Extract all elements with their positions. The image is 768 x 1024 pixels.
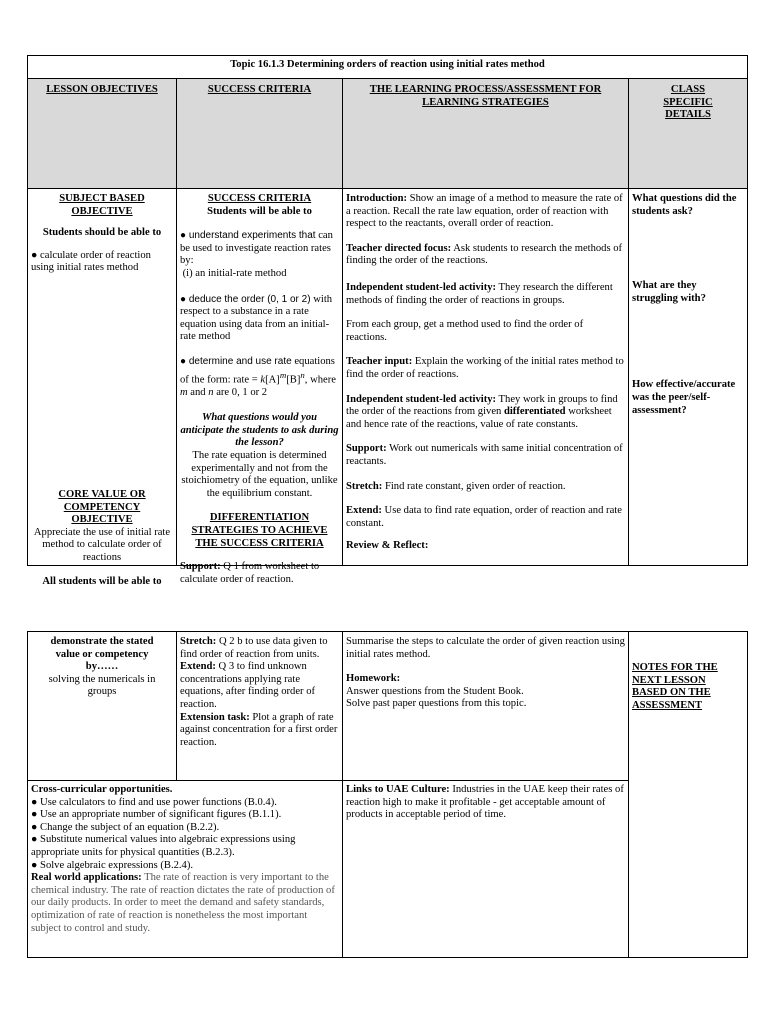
review-continued-column (343, 634, 628, 780)
students-questions-prompt: What questions did the students ask? (632, 193, 737, 217)
cross-item-2: ● Use an appropriate number of significant figures (B.1.1). (31, 809, 282, 821)
independent-2-text-b: worksheet and hence rate of the reactions, value of rate constants. (346, 406, 612, 430)
independent-activity-1 (346, 282, 625, 307)
objectives-column (28, 191, 176, 587)
rate-eq-text-f: are 0, 1 or 2 (213, 386, 268, 398)
differentiation-support (180, 561, 339, 586)
rate-eq-m: m (279, 369, 287, 380)
demonstrate-text: solving the numericals in groups (48, 673, 156, 698)
rate-eq-a: [A] (265, 374, 280, 386)
cross-curricular-cell (28, 782, 342, 957)
real-world-label: Real world applications: (31, 872, 142, 884)
rate-eq-text-a: equations of the form: rate = (180, 355, 335, 386)
independent-2-bold: differentiated (503, 406, 566, 418)
peer-assessment-prompt: How effective/accurate was the peer/self-assessment? (632, 379, 736, 416)
rate-eq-n: n (300, 369, 305, 380)
process-support-paragraph (346, 443, 625, 468)
subject-objective-heading: SUBJECT BASED OBJECTIVE (59, 193, 145, 217)
group-method-paragraph: From each group, get a method used to find the order of reactions. (346, 319, 584, 343)
demonstrate-heading: demonstrate the stated value or competency by…… (50, 636, 154, 673)
teacher-focus-label: Teacher directed focus: (346, 242, 452, 254)
homework-label: Homework: (346, 673, 401, 685)
process-extend-label: Extend: (346, 505, 382, 517)
rate-eq-b: [B] (286, 374, 301, 386)
teacher-focus-text: Ask students to research the methods of finding the order of the reactions. (346, 242, 623, 267)
header-lesson-objectives: LESSON OBJECTIVES (46, 84, 158, 95)
stretch-paragraph (180, 636, 339, 661)
rate-eq-m2: m (180, 386, 188, 398)
process-support-label: Support: (346, 443, 387, 455)
notes-heading: NOTES FOR THE NEXT LESSON BASED ON THE ASSESSMENT (632, 662, 718, 711)
notes-column (629, 632, 747, 957)
real-world-paragraph (31, 872, 339, 935)
header-success-criteria: SUCCESS CRITERIA (207, 84, 312, 95)
learning-process-column (343, 191, 628, 566)
process-stretch-label: Stretch: (346, 480, 383, 492)
header-class-specific: CLASS SPECIFIC DETAILS (663, 84, 713, 121)
extend-text: Q 3 to find unknown concentrations applying rate equations, after finding order of reaction. (180, 661, 316, 710)
lesson-plan-table-page2 (27, 631, 748, 958)
should-be-able-label: Students should be able to (42, 227, 162, 239)
extension-task-label: Extension task: (180, 711, 250, 723)
process-extend-text: Use data to find rate equation, order of reaction and rate constant. (346, 505, 622, 529)
process-extend-paragraph (346, 505, 625, 530)
independent-1-label: Independent student-led activity: (346, 281, 497, 293)
introduction-text: Show an image of a method to measure the rate of a reaction. Recall the rate law equation, order of reaction with respect to the reactants, overall order of reaction. (346, 193, 623, 230)
teacher-input-paragraph (346, 356, 625, 381)
uae-culture-paragraph (346, 784, 625, 822)
criteria-item-2-lead: ● deduce the order (0, 1 or 2) (180, 293, 311, 305)
criteria-item-3-lead: ● determine and use rate (180, 355, 292, 367)
real-world-text: The rate of reaction is very important to the chemical industry. The rate of reaction dictates the rate of production of our daily products. In order to meet the demand and safety standards, optimization of rate of reaction is nonetheless the most important subject to control and study. (31, 872, 335, 934)
criteria-item-1-text: can be used to investigate reaction rates by: (180, 230, 333, 267)
lesson-plan-table-page1 (27, 55, 748, 587)
independent-2-text-a: They work in groups to find the order of the reactions from given (346, 393, 618, 418)
criteria-item-2 (180, 294, 339, 344)
anticipated-questions-answer: The rate equation is determined experimentally and not from the stoichiometry of the equation, unlike the equilibrium constant. (181, 450, 338, 499)
support-label: Support: (180, 561, 221, 573)
differentiation-continued-column (177, 634, 342, 780)
process-stretch-text: Find rate constant, given order of reaction. (382, 480, 566, 492)
cross-item-3: ● Change the subject of an equation (B.2.2). (31, 821, 220, 833)
process-support-text: Work out numericals with same initial concentration of reactants. (346, 443, 623, 467)
criteria-item-3 (180, 356, 339, 399)
rate-eq-k: k (260, 374, 266, 386)
introduction-paragraph (346, 193, 625, 231)
independent-2-label: Independent student-led activity: (346, 393, 497, 405)
rate-eq-text-e: and (187, 386, 209, 398)
cross-curricular-heading: Cross-curricular opportunities. (31, 784, 173, 795)
stretch-label: Stretch: (180, 636, 217, 647)
support-text: Q 1 from worksheet to calculate order of reaction. (180, 561, 320, 585)
students-able-label: Students will be able to (207, 205, 312, 217)
topic-title: Topic 16.1.3 Determining orders of reaction using initial rates method (230, 59, 545, 70)
criteria-item-1 (180, 230, 339, 280)
rate-eq-text-d: , where (304, 374, 336, 386)
extension-task-paragraph (180, 712, 339, 750)
criteria-item-1-sub: (i) an initial-rate method (182, 267, 287, 279)
all-students-label: All students will be able to (42, 575, 162, 587)
criteria-item-1-lead: ● understand experiments that (180, 230, 316, 242)
summary-text: Summarise the steps to calculate the order of given reaction using initial rates method. (346, 636, 625, 660)
subject-objective-text: ● calculate order of reaction using initial rates method (31, 249, 151, 274)
anticipated-questions-heading: What questions would you anticipate the students to ask during the lesson? (180, 412, 339, 449)
homework-item-2: Solve past paper questions from this topic. (346, 698, 527, 710)
uae-culture-cell (343, 782, 628, 957)
core-value-text: Appreciate the use of initial rate method to calculate order of reactions (33, 526, 171, 563)
uae-culture-text: Industries in the UAE keep their rates of reaction high to make it profitable - get acceptable amount of products in acceptable period of time. (346, 784, 624, 821)
success-criteria-heading: SUCCESS CRITERIA (207, 193, 312, 204)
uae-culture-label: Links to UAE Culture: (346, 784, 450, 795)
teacher-input-label: Teacher input: (346, 356, 413, 368)
review-reflect-label: Review & Reflect: (346, 540, 429, 552)
teacher-focus-paragraph (346, 243, 625, 268)
cross-item-1: ● Use calculators to find and use power functions (B.0.4). (31, 796, 277, 808)
introduction-label: Introduction: (346, 193, 408, 204)
cross-item-4: ● Substitute numerical values into algebraic expressions using appropriate units for physical quantities (B.2.3). (31, 834, 296, 858)
extension-task-text: Plot a graph of rate against concentration for a first order reaction. (180, 711, 338, 748)
core-value-heading: CORE VALUE OR COMPETENCY OBJECTIVE (58, 488, 146, 526)
process-stretch-paragraph (346, 481, 625, 494)
teacher-input-text: Explain the working of the initial rates method to find the order of reactions. (346, 356, 624, 380)
extend-label: Extend: (180, 661, 216, 673)
independent-1-text: They research the different methods of finding the order of reactions in groups. (346, 281, 613, 306)
struggling-prompt: What are they struggling with? (632, 280, 706, 304)
extend-paragraph (180, 661, 339, 711)
independent-activity-2 (346, 394, 625, 432)
rate-eq-n2: n (208, 386, 214, 398)
demonstrate-column (28, 634, 176, 780)
homework-item-1: Answer questions from the Student Book. (346, 685, 524, 697)
differentiation-heading: DIFFERENTIATION STRATEGIES TO ACHIEVE THE SUCCESS CRITERIA (191, 512, 328, 549)
cross-item-5: ● Solve algebraic expressions (B.2.4). (31, 859, 194, 871)
class-details-column (629, 191, 747, 566)
header-learning-process: THE LEARNING PROCESS/ASSESSMENT FOR LEARNING STRATEGIES (369, 84, 602, 108)
stretch-text: Q 2 b to use data given to find order of reaction from units. (180, 636, 328, 660)
success-criteria-column (177, 191, 342, 585)
criteria-item-2-text: with respect to a substance in a rate equation using data from an initial-rate method (180, 293, 333, 343)
